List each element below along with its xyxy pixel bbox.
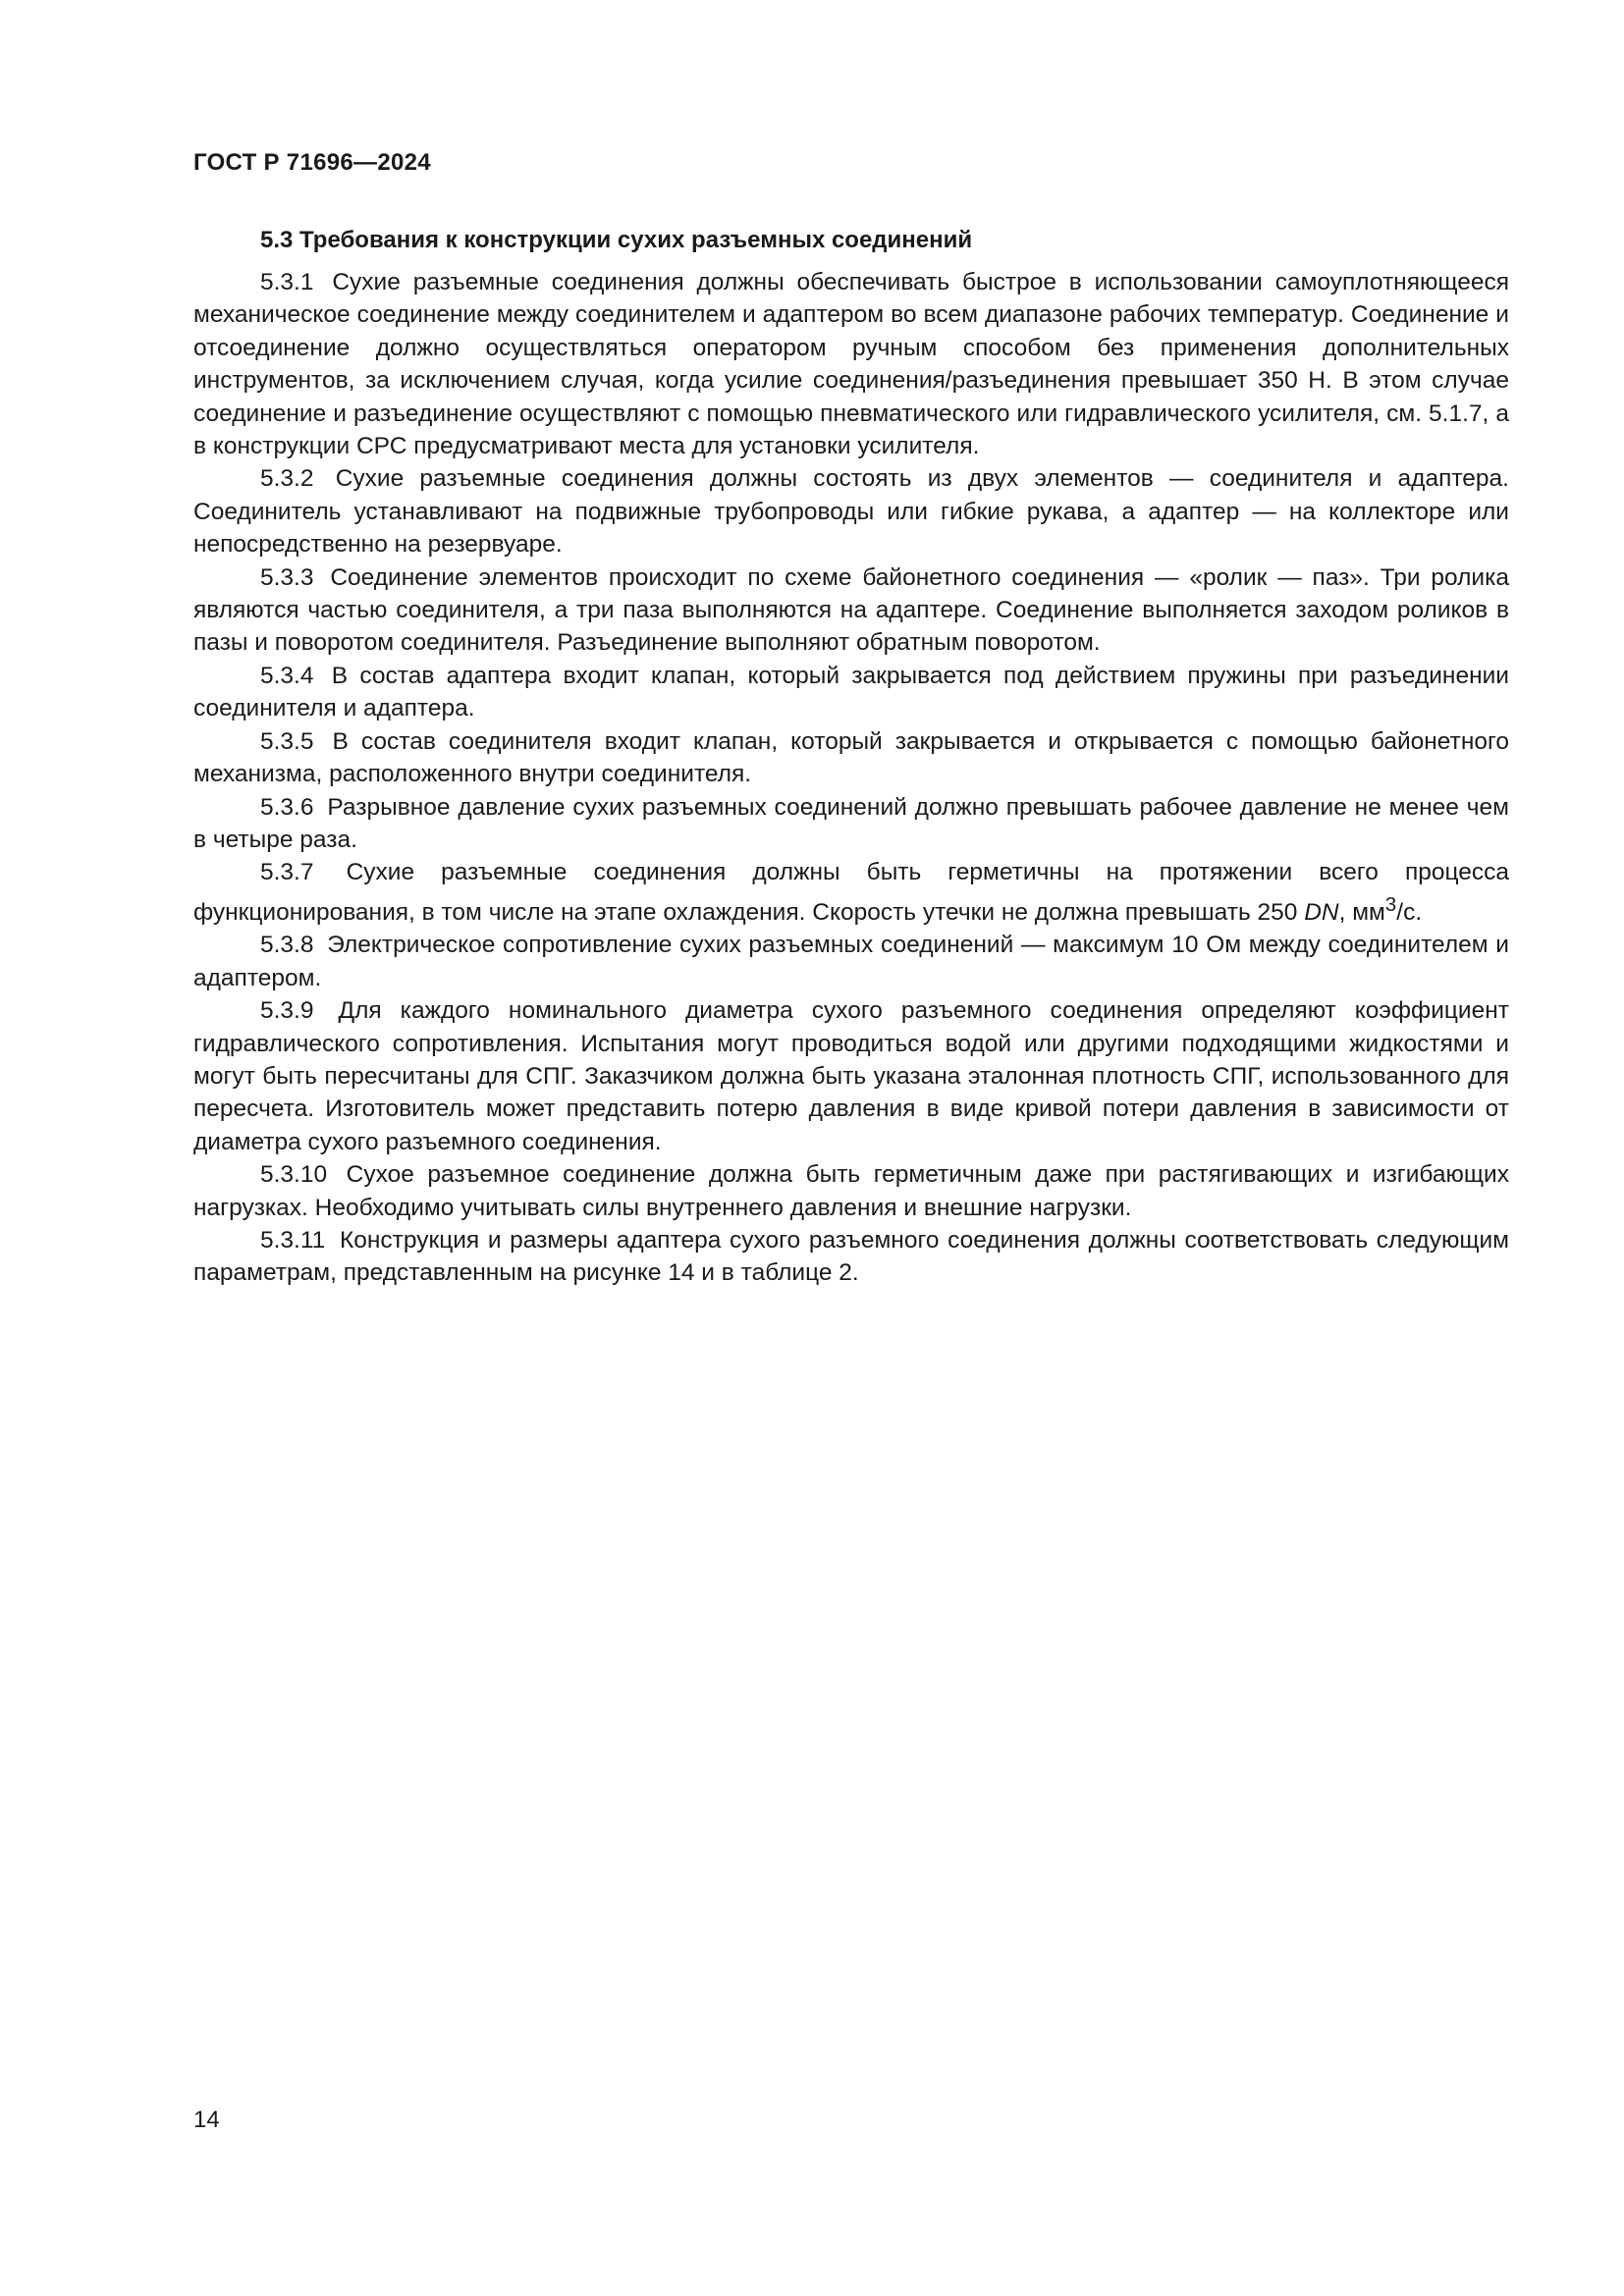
paragraph-text: Для каждого номинального диаметра сухого разъемного соединения определяют коэффициент гидравлического сопротивления. Испытания могут проводиться водой или другими подходящими жидкостями и могут быть пересчитаны для СПГ. Заказчиком должна быть указана эталонная плотность СПГ, использованного для пересчета. Изготовитель может представить потерю давления в виде кривой потери давления в зависимости от диаметра сухого разъемного соединения. [193, 997, 1509, 1155]
paragraph-text: Сухие разъемные соединения должны состоять из двух элементов — соединителя и адаптера. Соединитель устанавливают на подвижные трубопроводы или гибкие рукава, а адаптер — на коллекторе или непосредственно на резервуаре. [193, 465, 1509, 559]
paragraph-number: 5.3.4 [260, 662, 314, 689]
paragraph-number: 5.3.6 [260, 793, 314, 821]
paragraph-text: Сухие разъемные соединения должны быть герметичны на протяжении всего процесса функционирования, в том числе на этапе охлаждения. Скорость утечки не должна превышать 250 [193, 859, 1509, 926]
paragraph-number: 5.3.10 [260, 1161, 328, 1189]
paragraph-5-3-3 [193, 561, 1509, 660]
paragraph-number: 5.3.3 [260, 563, 314, 591]
paragraph-text: , мм [1338, 898, 1385, 926]
document-header: ГОСТ Р 71696—2024 [193, 149, 431, 176]
paragraph-number: 5.3.1 [260, 269, 314, 295]
paragraph-text: В состав адаптера входит клапан, который закрывается под действием пружины при разъединении соединителя и адаптера. [193, 662, 1509, 722]
paragraph-5-3-8 [193, 929, 1509, 994]
paragraph-text: В состав соединителя входит клапан, который закрывается и открывается с помощью байонетного механизма, расположенного внутри соединителя. [193, 727, 1509, 788]
paragraph-5-3-11 [193, 1224, 1509, 1290]
paragraph-number: 5.3.11 [260, 1226, 326, 1254]
paragraph-number: 5.3.8 [260, 932, 314, 959]
paragraph-text: Сухие разъемные соединения должны обеспечивать быстрое в использовании самоуплотняющееся механическое соединение между соединителем и адаптером во всем диапазоне рабочих температур. Соединение и отсоединение должно осуществляться оператором ручным способом без применения дополнительных инструментов, за исключением случая, когда усилие соединения/разъединения превышает 350 Н. В этом случае соединение и разъединение осуществляют с помощью пневматического или гидравлического усилителя, см. 5.1.7, а в конструкции СРС предусматривают места для установки усилителя. [193, 269, 1510, 460]
paragraph-5-3-1 [193, 266, 1509, 462]
paragraph-5-3-4 [193, 660, 1509, 725]
paragraph-text: Конструкция и размеры адаптера сухого разъемного соединения должны соответствовать следующим параметрам, представленным на рисунке 14 и в таблице 2. [193, 1226, 1510, 1287]
dn-symbol: DN [1304, 898, 1339, 926]
body-text [193, 266, 1509, 1290]
paragraph-number: 5.3.7 [260, 859, 314, 886]
paragraph-text: Разрывное давление сухих разъемных соединений должно превышать рабочее давление не менее чем в четыре раза. [193, 793, 1509, 853]
paragraph-5-3-6 [193, 791, 1509, 857]
paragraph-number: 5.3.5 [260, 727, 314, 755]
paragraph-5-3-9 [193, 994, 1509, 1158]
superscript-exponent: 3 [1384, 893, 1397, 916]
paragraph-5-3-2 [193, 462, 1509, 561]
paragraph-5-3-7 [193, 856, 1509, 929]
paragraph-number: 5.3.2 [260, 465, 314, 493]
paragraph-5-3-5 [193, 725, 1509, 791]
paragraph-text: Соединение элементов происходит по схеме байонетного соединения — «ролик — паз». Три ролика являются частью соединителя, а три паза выполняются на адаптере. Соединение выполняется заходом роликов в пазы и поворотом соединителя. Разъединение выполняют обратным поворотом. [193, 563, 1509, 657]
paragraph-text: Электрическое сопротивление сухих разъемных соединений — максимум 10 Ом между соединителем и адаптером. [193, 932, 1509, 991]
paragraph-text: /с. [1396, 898, 1423, 926]
page-number: 14 [193, 2107, 220, 2133]
paragraph-text: Сухое разъемное соединение должна быть герметичным даже при растягивающих и изгибающих нагрузках. Необходимо учитывать силы внутреннего давления и внешние нагрузки. [193, 1161, 1509, 1221]
paragraph-number: 5.3.9 [260, 997, 314, 1025]
section-title: 5.3 Требования к конструкции сухих разъемных соединений [260, 227, 973, 253]
paragraph-5-3-10 [193, 1158, 1509, 1224]
